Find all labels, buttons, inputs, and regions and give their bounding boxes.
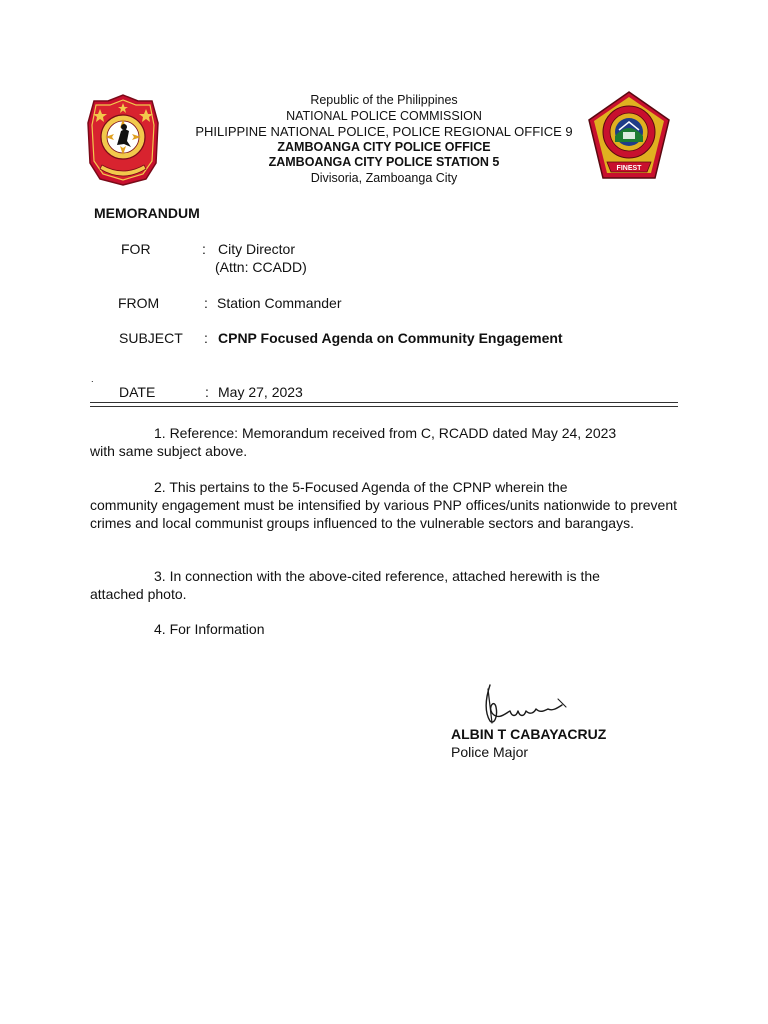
date-colon: : <box>205 384 209 400</box>
paragraph-3 <box>90 567 677 603</box>
paragraph-3-first-line: 3. In connection with the above-cited reference, attached herewith is the <box>154 568 600 584</box>
date-value: May 27, 2023 <box>218 384 303 400</box>
paragraph-4 <box>90 620 677 638</box>
for-value: City Director <box>218 241 296 257</box>
paragraph-3-rest: attached photo. <box>90 586 187 602</box>
signatory-name: ALBIN T CABAYACRUZ <box>451 726 607 742</box>
memorandum-title: MEMORANDUM <box>94 205 200 221</box>
letterhead-napolcom: NATIONAL POLICE COMMISSION <box>286 108 482 123</box>
paragraph-1-first-line: 1. Reference: Memorandum received from C, RCADD dated May 24, 2023 <box>154 425 617 441</box>
paragraph-2-first-line: 2. This pertains to the 5-Focused Agenda of the CPNP wherein the <box>154 479 568 495</box>
subject-value: CPNP Focused Agenda on Community Engagement <box>218 330 563 346</box>
paragraph-2 <box>90 478 677 532</box>
from-label: FROM <box>118 295 160 311</box>
subject-label: SUBJECT <box>119 330 183 346</box>
letterhead-republic: Republic of the Philippines <box>310 93 458 107</box>
from-value: Station Commander <box>217 295 342 311</box>
paragraph-2-rest: community engagement must be intensified by various PNP offices/units nationwide to prevent crimes and local communist groups influenced to the vulnerable sectors and barangays. <box>90 497 677 531</box>
subject-colon: : <box>204 330 208 346</box>
from-colon: : <box>204 295 208 311</box>
paragraph-1 <box>90 424 677 460</box>
signatory-rank: Police Major <box>451 744 529 760</box>
svg-text:FINEST: FINEST <box>616 165 642 172</box>
header-divider-thick <box>90 402 678 403</box>
date-label: DATE <box>119 384 156 400</box>
letterhead-station: ZAMBOANGA CITY POLICE STATION 5 <box>268 155 500 169</box>
letterhead-address: Divisoria, Zamboanga City <box>310 170 458 185</box>
letterhead-city-office: ZAMBOANGA CITY POLICE OFFICE <box>277 139 491 154</box>
stray-mark: ˙ <box>91 380 95 392</box>
for-label: FOR <box>121 241 151 257</box>
paragraph-4-first-line: 4. For Information <box>154 621 265 637</box>
letterhead-pnp-pro9: PHILIPPINE NATIONAL POLICE, POLICE REGIONAL OFFICE 9 <box>195 124 573 139</box>
paragraph-1-rest: with same subject above. <box>90 443 248 459</box>
for-colon: : <box>202 241 206 257</box>
header-divider-thin <box>90 406 678 407</box>
handwritten-signature <box>476 677 576 727</box>
letterhead <box>0 93 768 186</box>
for-attn: (Attn: CCADD) <box>215 259 307 275</box>
